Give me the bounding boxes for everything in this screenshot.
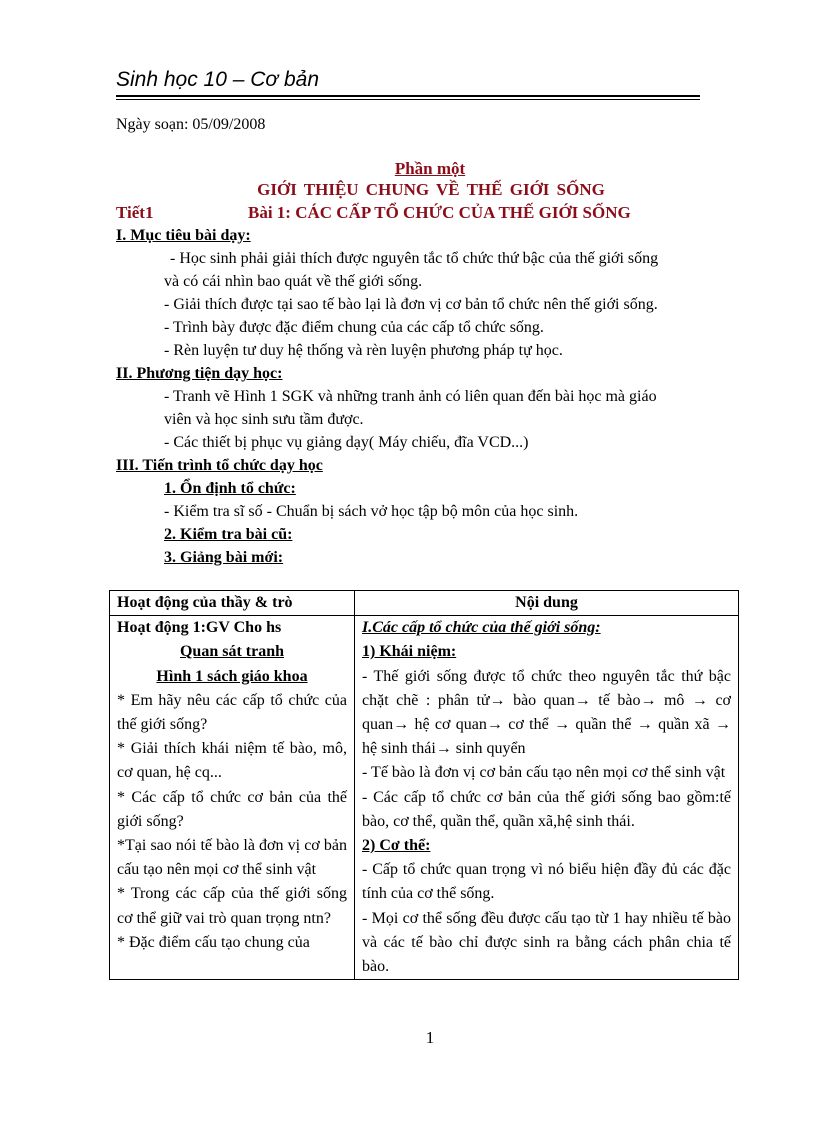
body-heading: 2) Cơ thể:: [362, 837, 431, 855]
objective-line: và có cái nhìn bao quát về thế giới sống.: [164, 273, 423, 290]
lesson-period: Tiết1: [116, 203, 154, 222]
part-label: Phần một: [394, 159, 466, 178]
lesson-title: Bài 1: CÁC CẤP TỔ CHỨC CỦA THẾ GIỚI SỐNG: [248, 203, 631, 222]
section1-heading: I. Mục tiêu bài dạy:: [116, 227, 251, 244]
objective-line: - Trình bày được đặc điểm chung của các cấp tổ chức sống.: [164, 319, 544, 336]
question-item: * Các cấp tổ chức cơ bản của thế giới sống?: [117, 788, 347, 830]
materials-line: - Tranh vẽ Hình 1 SGK và những tranh ảnh có liên quan đến bài học mà giáo: [164, 388, 657, 405]
concept-line: - Tế bào là đơn vị cơ bản cấu tạo nên mọi cơ thể sinh vật: [362, 764, 726, 782]
step1-line: - Kiểm tra sĩ số - Chuẩn bị sách vở học tập bộ môn của học sinh.: [164, 503, 579, 520]
objective-line: - Học sinh phải giải thích được nguyên tắc tổ chức thứ bậc của thế giới sống: [170, 250, 659, 267]
col2-header: Nội dung: [355, 591, 739, 616]
part-title: GIỚI THIỆU CHUNG VỀ THẾ GIỚI SỐNG: [257, 180, 605, 199]
activity-cell: [110, 616, 355, 980]
step2-heading: 2. Kiểm tra bài cũ:: [164, 526, 293, 543]
content-heading: I.Các cấp tổ chức của thế giới sống:: [362, 619, 601, 637]
step1-heading: 1. Ổn định tổ chức:: [164, 480, 296, 497]
concept-heading: 1) Khái niệm:: [362, 643, 457, 661]
header-rule: [116, 95, 700, 97]
question-item: * Trong các cấp của thế giới sống cơ thể giữ vai trò quan trọng ntn?: [117, 885, 347, 927]
activity-sub: Hình 1 sách giáo khoa: [156, 667, 308, 685]
header-rule-thin: [116, 99, 700, 100]
question-item: * Giải thích khái niệm tế bào, mô, cơ quan, hệ cq...: [117, 740, 347, 782]
section3-heading: III. Tiến trình tổ chức dạy học: [116, 457, 323, 474]
materials-line: - Các thiết bị phục vụ giảng dạy( Máy chiếu, đĩa VCD...): [164, 434, 529, 451]
page-number: 1: [425, 1028, 435, 1047]
question-item: * Em hãy nêu các cấp tổ chức của thế giới sống?: [117, 691, 347, 734]
step3-heading: 3. Giảng bài mới:: [164, 549, 284, 566]
question-item: *Tại sao nói tế bào là đơn vị cơ bản cấu tạo nên mọi cơ thể sinh vật: [117, 837, 347, 879]
section2-heading: II. Phương tiện dạy học:: [116, 365, 283, 382]
activity-sub: Quan sát tranh: [179, 643, 285, 661]
content-cell: [355, 616, 739, 980]
prep-date: Ngày soạn: 05/09/2008: [116, 116, 266, 133]
materials-line: viên và học sinh sưu tầm được.: [164, 411, 364, 428]
objective-line: - Giải thích được tại sao tế bào lại là đơn vị cơ bản tổ chức nên thế giới sống.: [164, 296, 658, 313]
question-item: * Đặc điểm cấu tạo chung của: [117, 933, 310, 951]
activity-title: Hoạt động 1:GV Cho hs: [117, 619, 282, 637]
concept-line: - Các cấp tổ chức cơ bản của thế giới sống bao gồm:tế bào, cơ thể, quần thể, quần xã,hệ sinh thái.: [362, 788, 731, 830]
running-header: Sinh học 10 – Cơ bản: [116, 68, 319, 91]
lesson-table: [109, 590, 739, 980]
table-header-row: [110, 591, 739, 616]
table-row: [110, 616, 739, 980]
col1-header: Hoạt động của thầy & trò: [110, 591, 355, 616]
body-line: - Cấp tổ chức quan trọng vì nó biểu hiện đầy đủ các đặc tính của cơ thể sống.: [362, 861, 731, 903]
body-line: - Mọi cơ thể sống đều được cấu tạo từ 1 hay nhiều tế bào và các tế bào chỉ được sinh ra bằng cách phân chia tế bào.: [362, 909, 731, 976]
concept-line: - Thế giới sống được tổ chức theo nguyên tắc thứ bậc chặt chẽ : phân tử→ bào quan→ tế bào→ mô → cơ quan→ hệ cơ quan→ cơ thể → quần thể → quần xã → hệ sinh thái→ sinh quyển: [362, 667, 731, 758]
objective-line: - Rèn luyện tư duy hệ thống và rèn luyện phương pháp tự học.: [164, 342, 563, 359]
